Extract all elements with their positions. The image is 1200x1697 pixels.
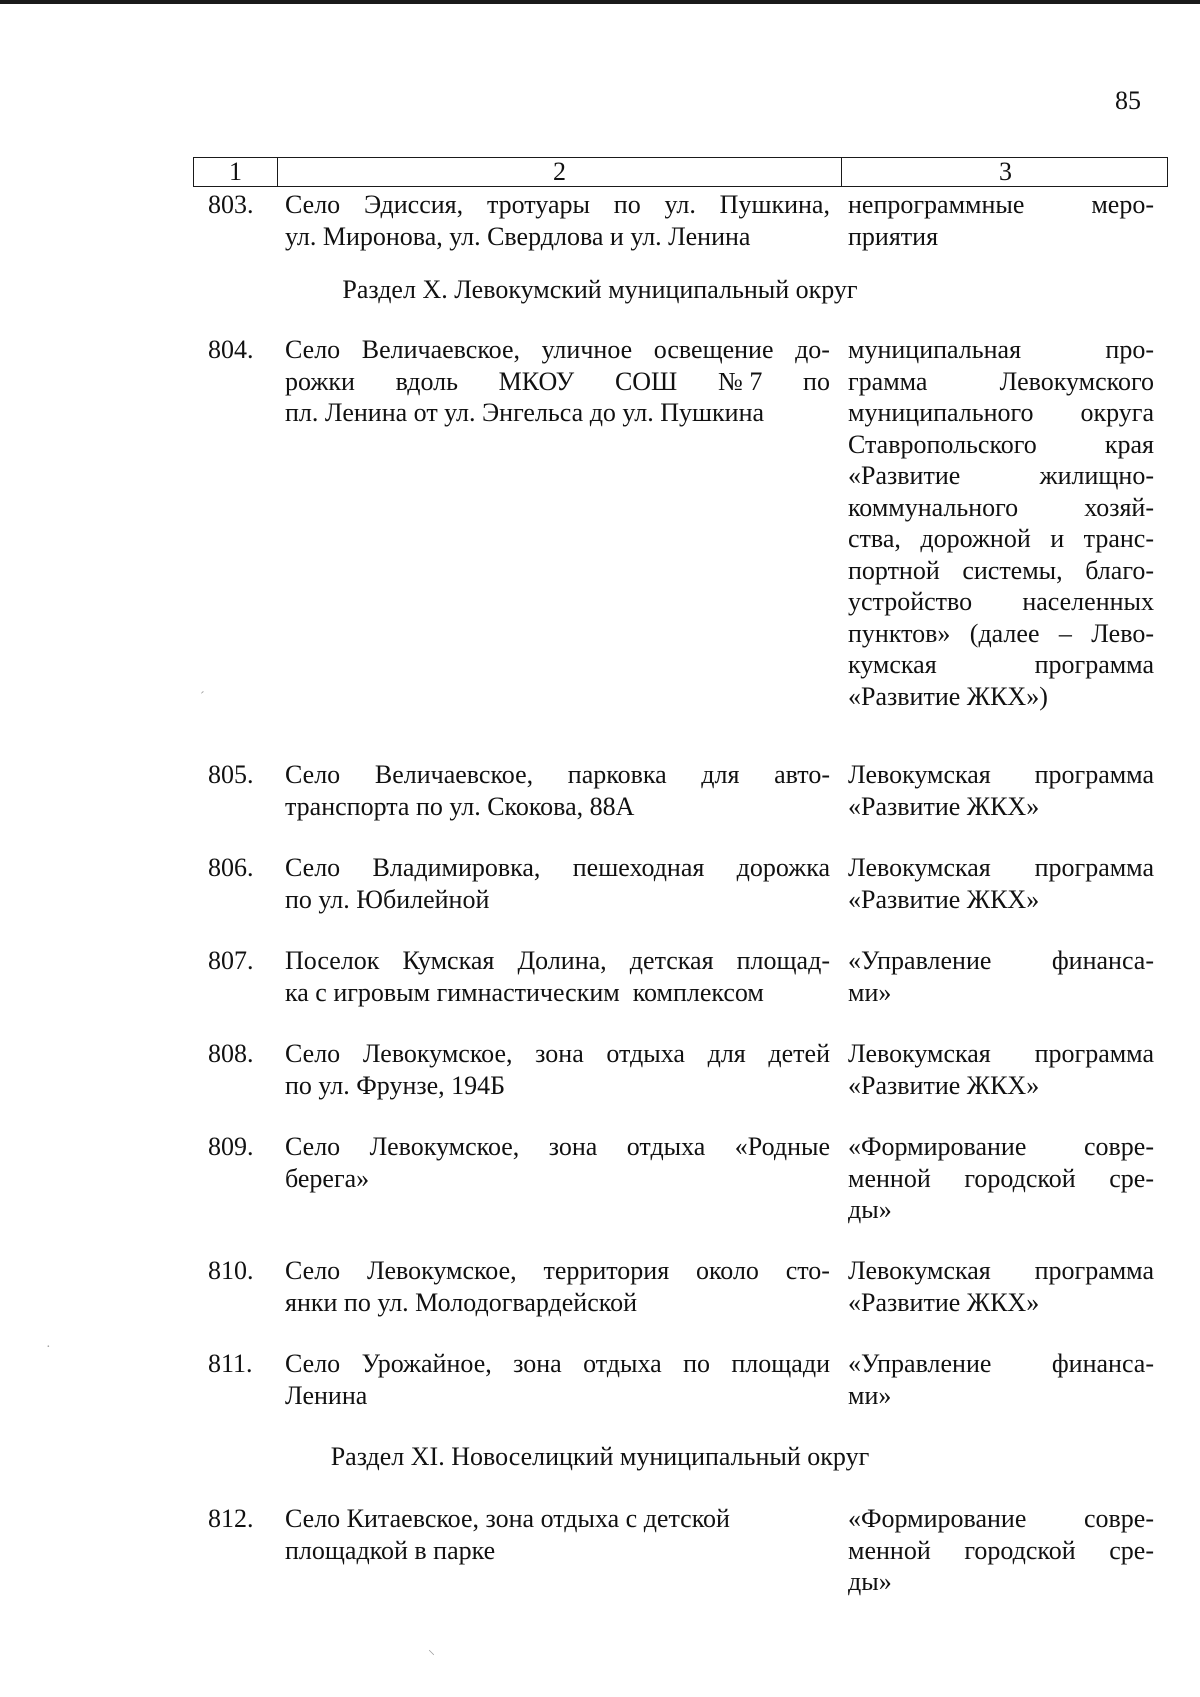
program-line: портной системы, благо- (848, 555, 1154, 585)
program-line: приятия (848, 221, 939, 251)
row-number: 812. (208, 1504, 254, 1533)
description-line: Село Величаевское, уличное освещение до- (285, 335, 830, 364)
row-description (285, 852, 830, 915)
row-number: 804. (208, 335, 254, 364)
description-line: Село Величаевское, парковка для авто- (285, 760, 830, 789)
row-description (285, 1255, 830, 1318)
program-line: устройство населенных (848, 587, 1154, 616)
program-line: «Развитие ЖКХ» (848, 884, 1040, 914)
program-line: ды» (848, 1195, 892, 1224)
description-line: берега» (285, 1163, 370, 1193)
description-line: площадкой в парке (285, 1535, 496, 1565)
row-description (285, 945, 830, 1008)
row-program (848, 1255, 1154, 1318)
program-line: Левокумская программа (848, 853, 1154, 882)
program-line: Левокумская программа (848, 1256, 1154, 1285)
header-column-3: 3 (999, 157, 1012, 186)
program-line: «Развитие ЖКХ») (848, 681, 1048, 711)
description-line: Село Владимировка, пешеходная дорожка (285, 853, 830, 882)
description-line: Село Эдиссия, тротуары по ул. Пушкина, (285, 190, 830, 219)
top-border-line (0, 0, 1200, 4)
description-line: по ул. Фрунзе, 194Б (285, 1070, 506, 1100)
program-line: «Управление финанса- (848, 1349, 1154, 1378)
row-program (848, 759, 1154, 822)
description-line: транспорта по ул. Скокова, 88А (285, 791, 635, 821)
program-line: Левокумская программа (848, 760, 1154, 789)
program-line: ми» (848, 1380, 892, 1410)
row-number: 808. (208, 1039, 254, 1068)
description-line: Село Урожайное, зона отдыха по площади (285, 1349, 830, 1378)
program-line: «Развитие ЖКХ» (848, 1287, 1040, 1317)
row-program (848, 1131, 1154, 1226)
row-number: 807. (208, 946, 254, 975)
program-line: грамма Левокумского (848, 366, 1154, 396)
section-title-xi: Раздел XI. Новоселицкий муниципальный округ (330, 1442, 870, 1471)
header-column-1: 1 (194, 158, 278, 186)
description-line: пл. Ленина от ул. Энгельса до ул. Пушкина (285, 398, 765, 427)
program-line: «Управление финанса- (848, 946, 1154, 975)
program-line: ства, дорожной и транс- (848, 524, 1154, 553)
row-program (848, 945, 1154, 1008)
description-line: Село Левокумское, территория около сто- (285, 1256, 830, 1285)
row-program (848, 1038, 1154, 1101)
program-line: муниципального округа (848, 398, 1154, 427)
row-description (285, 1348, 830, 1411)
program-line: Левокумская программа (848, 1039, 1154, 1068)
table-header-row (193, 157, 1168, 187)
row-description (285, 1131, 830, 1194)
row-number: 806. (208, 853, 254, 882)
row-description (285, 1038, 830, 1101)
program-line: «Развитие ЖКХ» (848, 1070, 1040, 1100)
row-program (848, 1503, 1154, 1598)
description-line: Ленина (285, 1380, 368, 1410)
program-line: пунктов» (далее – Лево- (848, 618, 1154, 648)
row-program (848, 1348, 1154, 1411)
description-line: ул. Миронова, ул. Свердлова и ул. Ленина (285, 221, 751, 251)
row-number: 803. (208, 190, 254, 219)
row-number: 809. (208, 1132, 254, 1161)
row-program (848, 334, 1154, 712)
row-description (285, 1503, 830, 1566)
description-line: Поселок Кумская Долина, детская площад- (285, 946, 830, 975)
page-number: 85 (1115, 86, 1141, 115)
description-line: ка с игровым гимнастическим комплексом (285, 977, 764, 1007)
row-number: 811. (208, 1349, 253, 1378)
row-description (285, 334, 830, 429)
header-column-2: 2 (278, 158, 842, 186)
program-line: ми» (848, 977, 892, 1007)
description-line: Село Китаевское, зона отдыха с детской (285, 1504, 730, 1533)
scan-speck: ˊ (200, 690, 205, 705)
program-line: менной городской сре- (848, 1163, 1154, 1193)
program-line: непрограммные меро- (848, 190, 1154, 219)
row-number: 805. (208, 760, 254, 789)
row-program (848, 852, 1154, 915)
program-line: «Развитие ЖКХ» (848, 791, 1040, 821)
program-line: «Формирование совре- (848, 1504, 1154, 1533)
description-line: рожки вдоль МКОУ СОШ № 7 по (285, 366, 830, 396)
program-line: муниципальная про- (848, 335, 1154, 364)
program-line: коммунального хозяй- (848, 492, 1154, 522)
program-line: «Развитие жилищно- (848, 461, 1154, 490)
description-line: Село Левокумское, зона отдыха «Родные (285, 1132, 830, 1161)
row-number: 810. (208, 1256, 254, 1285)
program-line: менной городской сре- (848, 1535, 1154, 1565)
program-line: Ставропольского края (848, 429, 1154, 459)
description-line: по ул. Юбилейной (285, 884, 490, 914)
section-title-x: Раздел X. Левокумский муниципальный округ (342, 275, 858, 304)
program-line: «Формирование совре- (848, 1132, 1154, 1161)
scan-speck: ⸜ (428, 1643, 435, 1658)
description-line: Село Левокумское, зона отдыха для детей (285, 1039, 830, 1068)
scan-speck: · (46, 1340, 51, 1355)
description-line: янки по ул. Молодогвардейской (285, 1287, 637, 1317)
row-description (285, 189, 830, 252)
row-program (848, 189, 1154, 252)
row-description (285, 759, 830, 822)
program-line: кумская программа (848, 650, 1154, 679)
program-line: ды» (848, 1567, 892, 1596)
